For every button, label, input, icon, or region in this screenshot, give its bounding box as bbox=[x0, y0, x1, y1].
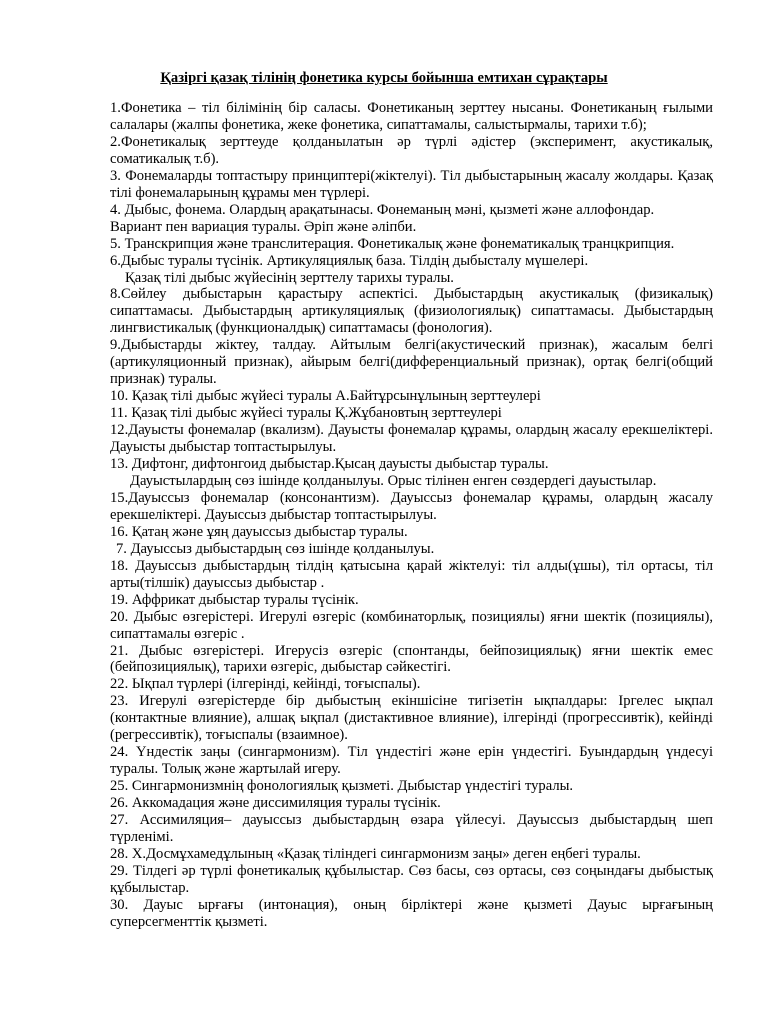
question-item: 11. Қазақ тілі дыбыс жүйесі туралы Қ.Жұбановтың зерттеулері bbox=[110, 405, 502, 422]
question-item: 12.Дауысты фонемалар (вкализм). Дауысты фонемалар құрамы, олардың жасалу ерекшеліктері. Дауысты дыбыстар топтастырылуы. bbox=[110, 422, 713, 456]
question-item: 16. Қатаң және ұяң дауыссыз дыбыстар туралы. bbox=[110, 523, 408, 540]
question-item: 2.Фонетикалық зерттеуде қолданылатын әр түрлі әдістер (эксперимент, акустикалық, соматикалық т.б). bbox=[110, 133, 713, 167]
question-item: Қазақ тілі дыбыс жүйесінің зерттелу тарихы туралы. bbox=[125, 269, 454, 286]
question-item: 30. Дауыс ырғағы (интонация), оның бірліктері және қызметі Дауыс ырғағының суперсегменттік қызметі. bbox=[110, 896, 713, 930]
question-item: 22. Ықпал түрлері (ілгерінді, кейінді, тоғыспалы). bbox=[110, 676, 421, 693]
question-item: 4. Дыбыс, фонема. Олардың арақатынасы. Фонеманың мәні, қызметі және аллофондар. bbox=[110, 201, 655, 218]
question-list bbox=[110, 100, 713, 931]
question-item: 13. Дифтонг, дифтонгоид дыбыстар.Қысаң дауысты дыбыстар туралы. bbox=[110, 456, 549, 473]
question-item: Вариант пен вариация туралы. Әріп және әліпби. bbox=[110, 218, 417, 235]
question-item: 25. Сингармонизмнің фонологиялық қызметі. Дыбыстар үндестігі туралы. bbox=[110, 778, 574, 795]
question-item: 29. Тілдегі әр түрлі фонетикалық құбылыстар. Сөз басы, сөз ортасы, сөз соңындағы дыбыстық құбылыстар. bbox=[110, 862, 713, 896]
question-item: 28. Х.Досмұхамедұлының «Қазақ тіліндегі сингармонизм заңы» деген еңбегі туралы. bbox=[110, 845, 641, 862]
question-item: 8.Сөйлеу дыбыстарын қарастыру аспектісі. Дыбыстардың акустикалық (физикалық) сипаттамасы. Дыбыстардың артикуляциялық (физиологиялық) сипаттамасы. Дыбыстардың лингвистикалық (функционалдық) сипаттамасы (фонология). bbox=[110, 286, 713, 337]
question-item: 3. Фонемаларды топтастыру принциптері(жіктелуі). Тіл дыбыстарының жасалу жолдары. Қазақ тілі фонемаларының құрамы мен түрлері. bbox=[110, 167, 713, 201]
question-item: Дауыстылардың сөз ішінде қолданылуы. Орыс тілінен енген сөздердегі дауыстылар. bbox=[130, 472, 657, 489]
question-item: 7. Дауыссыз дыбыстардың сөз ішінде қолданылуы. bbox=[116, 540, 435, 557]
question-item: 9.Дыбыстарды жіктеу, талдау. Айтылым белгі(акустический признак), жасалым белгі (артикуляционный признак), айырым белгі(дифференциальный признак), ортақ белгі(общий признак) туралы. bbox=[110, 337, 713, 388]
question-item: 10. Қазақ тілі дыбыс жүйесі туралы А.Байтұрсынұлының зерттеулері bbox=[110, 388, 541, 405]
question-item: 19. Аффрикат дыбыстар туралы түсінік. bbox=[110, 591, 359, 608]
question-item: 6.Дыбыс туралы түсінік. Артикуляциялық база. Тілдің дыбысталу мүшелері. bbox=[110, 252, 589, 269]
question-item: 26. Аккомадация және диссимиляция туралы түсінік. bbox=[110, 795, 441, 812]
question-item: 18. Дауыссыз дыбыстардың тілдің қатысына қарай жіктелуі: тіл алды(ұшы), тіл ортасы, тіл арты(тілшік) дауыссыз дыбыстар . bbox=[110, 557, 713, 591]
question-item: 5. Транскрипция және транслитерация. Фонетикалық және фонематикалық транцкрипция. bbox=[110, 235, 675, 252]
question-item: 1.Фонетика – тіл білімінің бір саласы. Фонетиканың зерттеу нысаны. Фонетиканың ғылыми салалары (жалпы фонетика, жеке фонетика, сипаттамалы, салыстырмалы, тарихи т.б); bbox=[110, 100, 713, 133]
question-item: 15.Дауыссыз фонемалар (консонантизм). Дауыссыз фонемалар құрамы, олардың жасалу ерекшеліктері. Дауыссыз дыбыстар топтастырылуы. bbox=[110, 489, 713, 523]
question-item: 20. Дыбыс өзгерістері. Игерулі өзгеріс (комбинаторлық, позициялы) яғни шектік (позициялы), сипаттамалы өзгеріс . bbox=[110, 608, 713, 642]
question-item: 27. Ассимиляция– дауыссыз дыбыстардың өзара үйлесуі. Дауыссыз дыбыстардың шеп түрленімі. bbox=[110, 812, 713, 845]
question-item: 24. Үндестік заңы (сингармонизм). Тіл үндестігі және ерін үндестігі. Буындардың үндесуі туралы. Толық және жартылай игеру. bbox=[110, 744, 713, 778]
question-item: 23. Игерулі өзгерістерде бір дыбыстың екіншісіне тигізетін ықпалдары: Іргелес ықпал (контактные влияние), алшақ ықпал (дистактивное влияние), ілгерінді (прогрессивтік), кейінді (регрессивтік), тоғыспалы (взаимное). bbox=[110, 693, 713, 744]
page-title: Қазіргі қазақ тілінің фонетика курсы бойынша емтихан сұрақтары bbox=[160, 70, 608, 86]
question-item: 21. Дыбыс өзгерістері. Игерусіз өзгеріс (спонтанды, бейпозициялық) яғни шектік емес (бейпозициялық), тарихи өзгеріс, дыбыстар сәйкестігі. bbox=[110, 642, 713, 676]
